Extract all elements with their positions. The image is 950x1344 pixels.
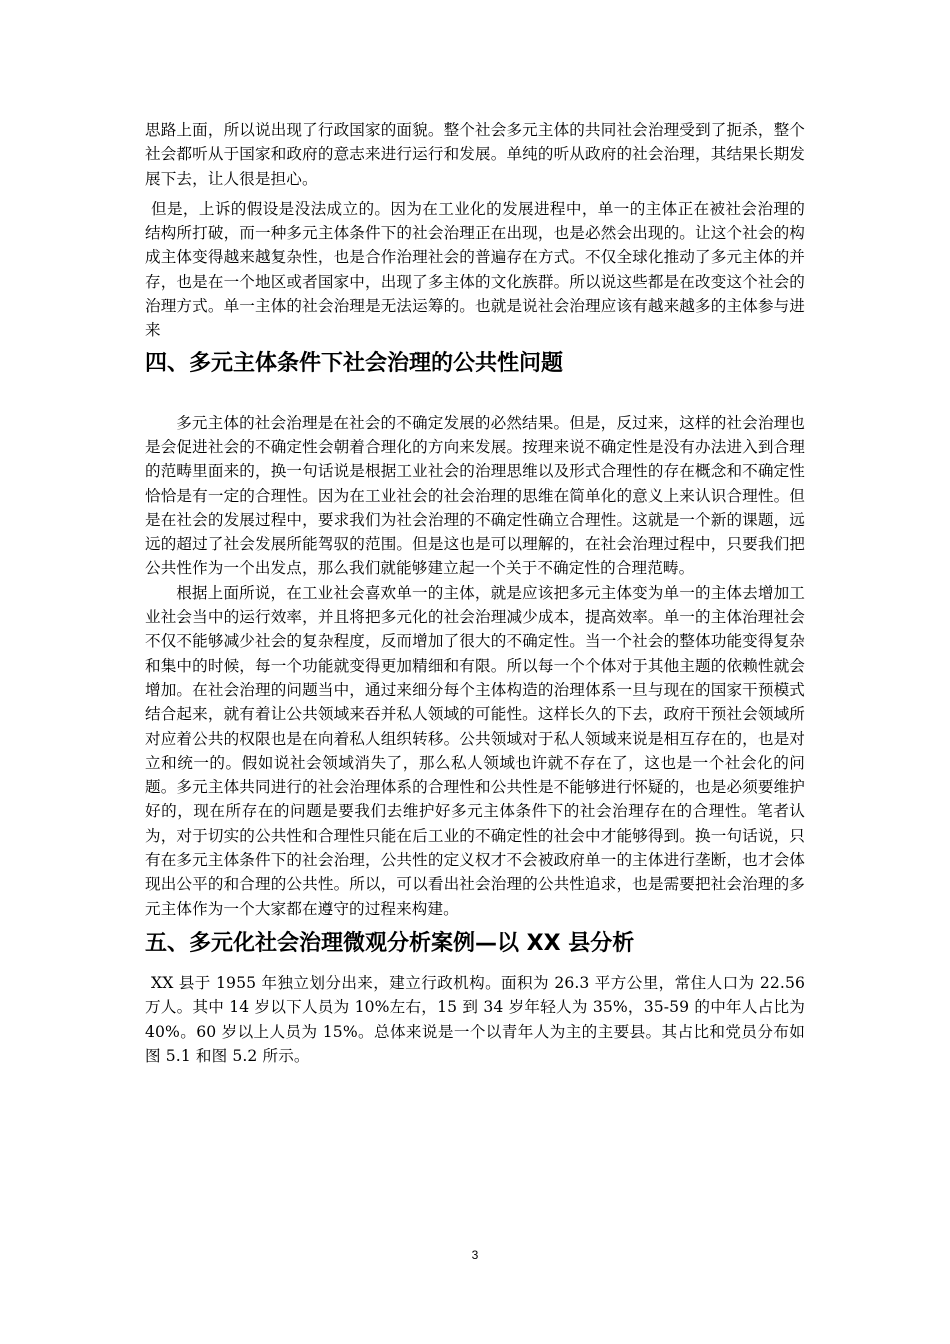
paragraph: 根据上面所说，在工业社会喜欢单一的主体，就是应该把多元主体变为单一的主体去增加工业社会当中的运行效率，并且将把多元化的社会治理减少成本，提高效率。单一的主体治理社会不仅不能够减少社会的复杂程度，反而增加了很大的不确定性。当一个社会的整体功能变得复杂和集中的时候，每一个功能就变得更加精细和有限。所以每一个个体对于其他主题的依赖性就会增加。在社会治理的问题当中，通过来细分每个主体构造的治理体系一旦与现在的国家干预模式结合起来，就有着让公共领域来吞并私人领域的可能性。这样长久的下去，政府干预社会领域所对应着公共的权限也是在向着私人组织转移。公共领域对于私人领域来说是相互存在的，也是对立和统一的。假如说社会领域消失了，那么私人领域也许就不存在了，这也是一个社会化的问题。多元主体共同进行的社会治理体系的合理性和公共性是不能够进行怀疑的，也是必须要维护好的，现在所存在的问题是要我们去维护好多元主体条件下的社会治理存在的合理性。笔者认为，对于切实的公共性和合理性只能在后工业的不确定性的社会中才能够得到。换一句话说，只有在多元主体条件下的社会治理，公共性的定义权才不会被政府单一的主体进行垄断，也才会体现出公平的和合理的公共性。所以，可以看出社会治理的公共性追求，也是需要把社会治理的多元主体作为一个大家都在遵守的过程来构建。	[145, 583, 805, 918]
document-page	[145, 118, 805, 1068]
paragraph: 思路上面，所以说出现了行政国家的面貌。整个社会多元主体的共同社会治理受到了扼杀，整个社会都听从于国家和政府的意志来进行运行和发展。单纯的听从政府的社会治理，其结果长期发展下去，让人很是担心。	[145, 121, 805, 188]
paragraph: XX 县于 1955 年独立划分出来，建立行政机构。面积为 26.3 平方公里，常住人口为 22.56 万人。其中 14 岁以下人员为 10%左右，15 到 34 岁年轻人为 35%，35-59 的中年人占比为 40%。60 岁以上人员为 15%。总体来说是一个以青年人为主的主要县。其占比和党员分布如图 5.1 和图 5.2 所示。	[145, 973, 805, 1065]
page-number: 3	[471, 1248, 479, 1262]
paragraph: 但是，上诉的假设是没法成立的。因为在工业化的发展进程中，单一的主体正在被社会治理的结构所打破，而一种多元主体条件下的社会治理正在出现，也是必然会出现的。让这个社会的构成主体变得越来越复杂性，也是合作治理社会的普遍存在方式。不仅全球化推动了多元主体的并存，也是在一个地区或者国家中，出现了多主体的文化族群。所以说这些都是在改变这个社会的治理方式。单一主体的社会治理是无法运筹的。也就是说社会治理应该有越来越多的主体参与进来	[145, 199, 805, 340]
section-heading: 四、多元主体条件下社会治理的公共性问题	[145, 350, 564, 376]
paragraph: 多元主体的社会治理是在社会的不确定发展的必然结果。但是，反过来，这样的社会治理也是会促进社会的不确定性会朝着合理化的方向来发展。按理来说不确定性是没有办法进入到合理的范畴里面来的，换一句话说是根据工业社会的治理思维以及形式合理性的存在概念和不确定性恰恰是有一定的合理性。因为在工业社会的社会治理的思维在简单化的意义上来认识合理性。但是在社会的发展过程中，要求我们为社会治理的不确定性确立合理性。这就是一个新的课题，远远的超过了社会发展所能驾驭的范围。但是这也是可以理解的，在社会治理过程中，只要我们把公共性作为一个出发点，那么我们就能够建立起一个关于不确定性的合理范畴。	[145, 413, 805, 578]
section-heading: 五、多元化社会治理微观分析案例—以 XX 县分析	[145, 930, 635, 956]
